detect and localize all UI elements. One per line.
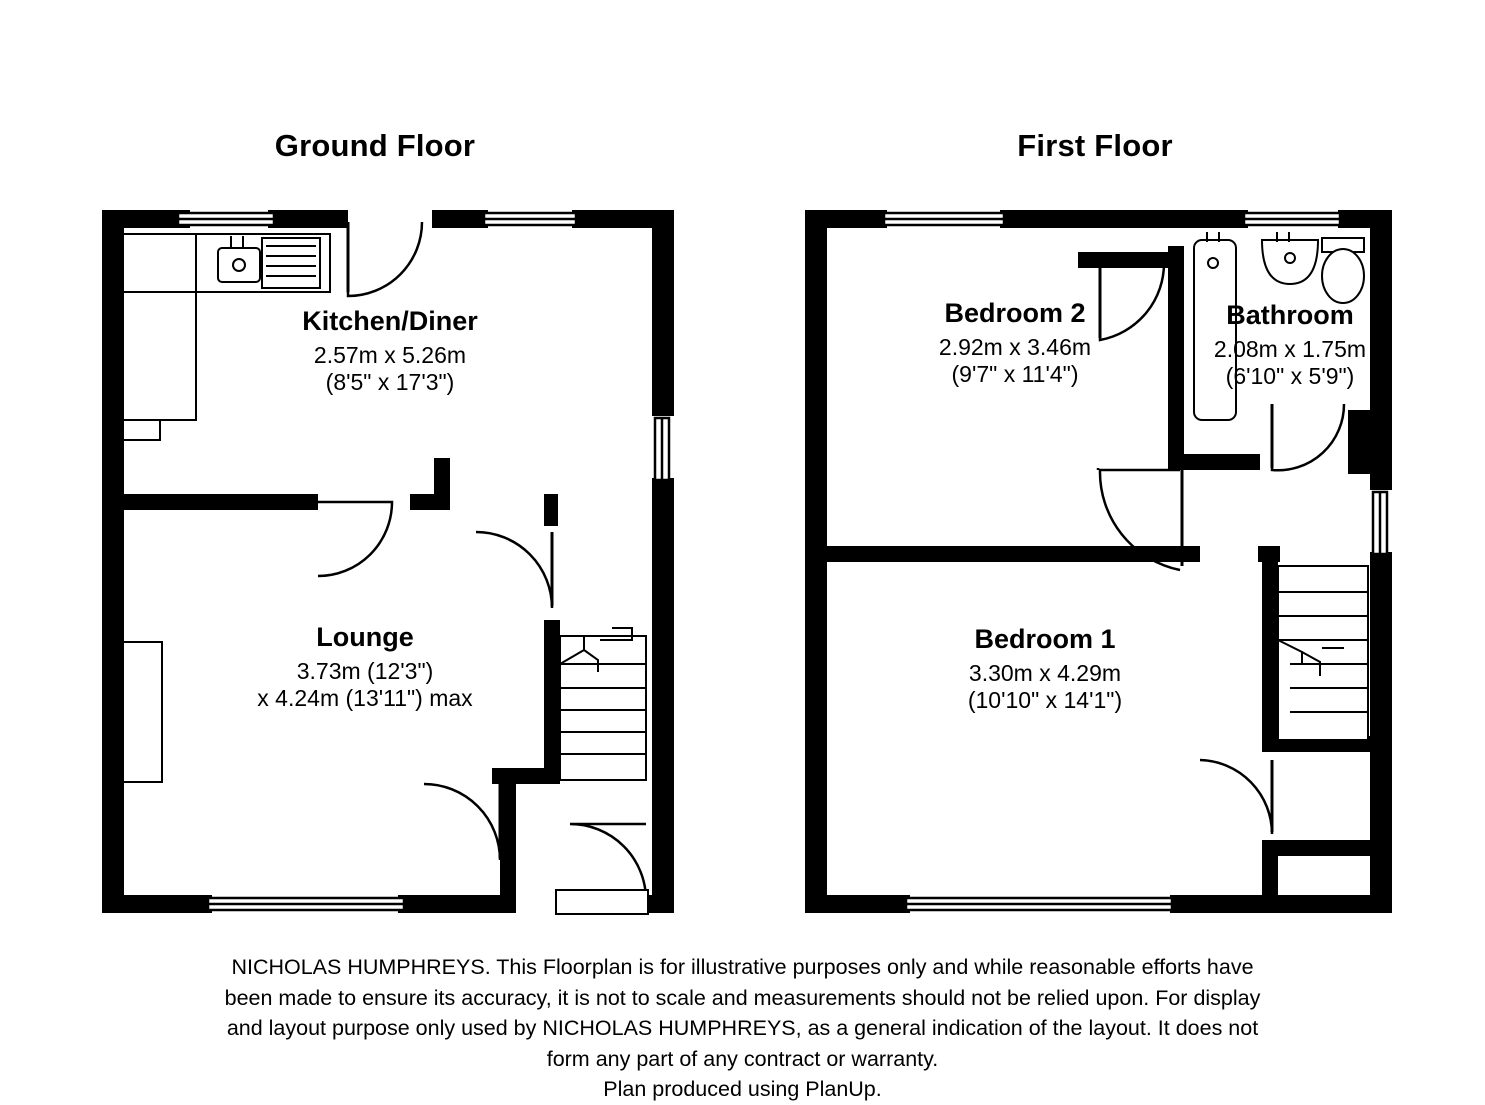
disclaimer-line-1: NICHOLAS HUMPHREYS. This Floorplan is for illustrative purposes only and while reasonable efforts have	[231, 955, 1254, 979]
room-name: Bedroom 2	[944, 298, 1086, 328]
room-dimension-imperial: (8'5" x 17'3")	[325, 368, 455, 395]
window	[178, 213, 576, 225]
room-dimension-imperial: x 4.24m (13'11") max	[257, 684, 473, 711]
window	[208, 898, 404, 910]
toilet-fixture	[1322, 238, 1364, 303]
disclaimer-text	[180, 952, 1305, 1105]
sink-fixture	[218, 236, 260, 282]
room-label-lounge	[155, 622, 575, 712]
ground-floor-title: Ground Floor	[274, 128, 476, 163]
room-dimension-metric: 3.30m x 4.29m	[968, 659, 1122, 686]
window	[655, 418, 669, 480]
room-label-bathroom	[1170, 300, 1410, 390]
room-label-bedroom-1	[865, 624, 1225, 714]
room-dimension-metric: 2.92m x 3.46m	[938, 333, 1092, 360]
staircase	[1278, 566, 1368, 740]
room-label-bedroom-2	[855, 298, 1175, 388]
room-name: Kitchen/Diner	[302, 306, 478, 336]
room-dimension-imperial: (6'10" x 5'9")	[1225, 362, 1355, 389]
disclaimer-line-2: been made to ensure its accuracy, it is not to scale and measurements should not be relied upon. For display	[224, 985, 1261, 1010]
room-name: Bathroom	[1226, 300, 1354, 330]
room-dimension-imperial: (9'7" x 11'4")	[951, 360, 1079, 387]
room-dimension-metric: 2.08m x 1.75m	[1213, 335, 1367, 362]
room-name: Bedroom 1	[974, 624, 1116, 654]
room-label-kitchen-diner	[215, 306, 565, 396]
disclaimer-line-4: form any part of any contract or warranty.	[546, 1046, 939, 1071]
room-name: Lounge	[316, 622, 414, 652]
room-dimension-imperial: (10'10" x 14'1")	[967, 686, 1123, 713]
first-floor-title: First Floor	[1017, 128, 1173, 163]
disclaimer-line-5: Plan produced using PlanUp.	[603, 1077, 882, 1102]
room-dimension-metric: 3.73m (12'3")	[296, 657, 434, 684]
sink-fixture	[1262, 232, 1318, 284]
disclaimer-line-3: and layout purpose only used by NICHOLAS HUMPHREYS, as a general indication of the layout. It does not	[226, 1016, 1259, 1041]
room-dimension-metric: 2.57m x 5.26m	[313, 341, 467, 368]
